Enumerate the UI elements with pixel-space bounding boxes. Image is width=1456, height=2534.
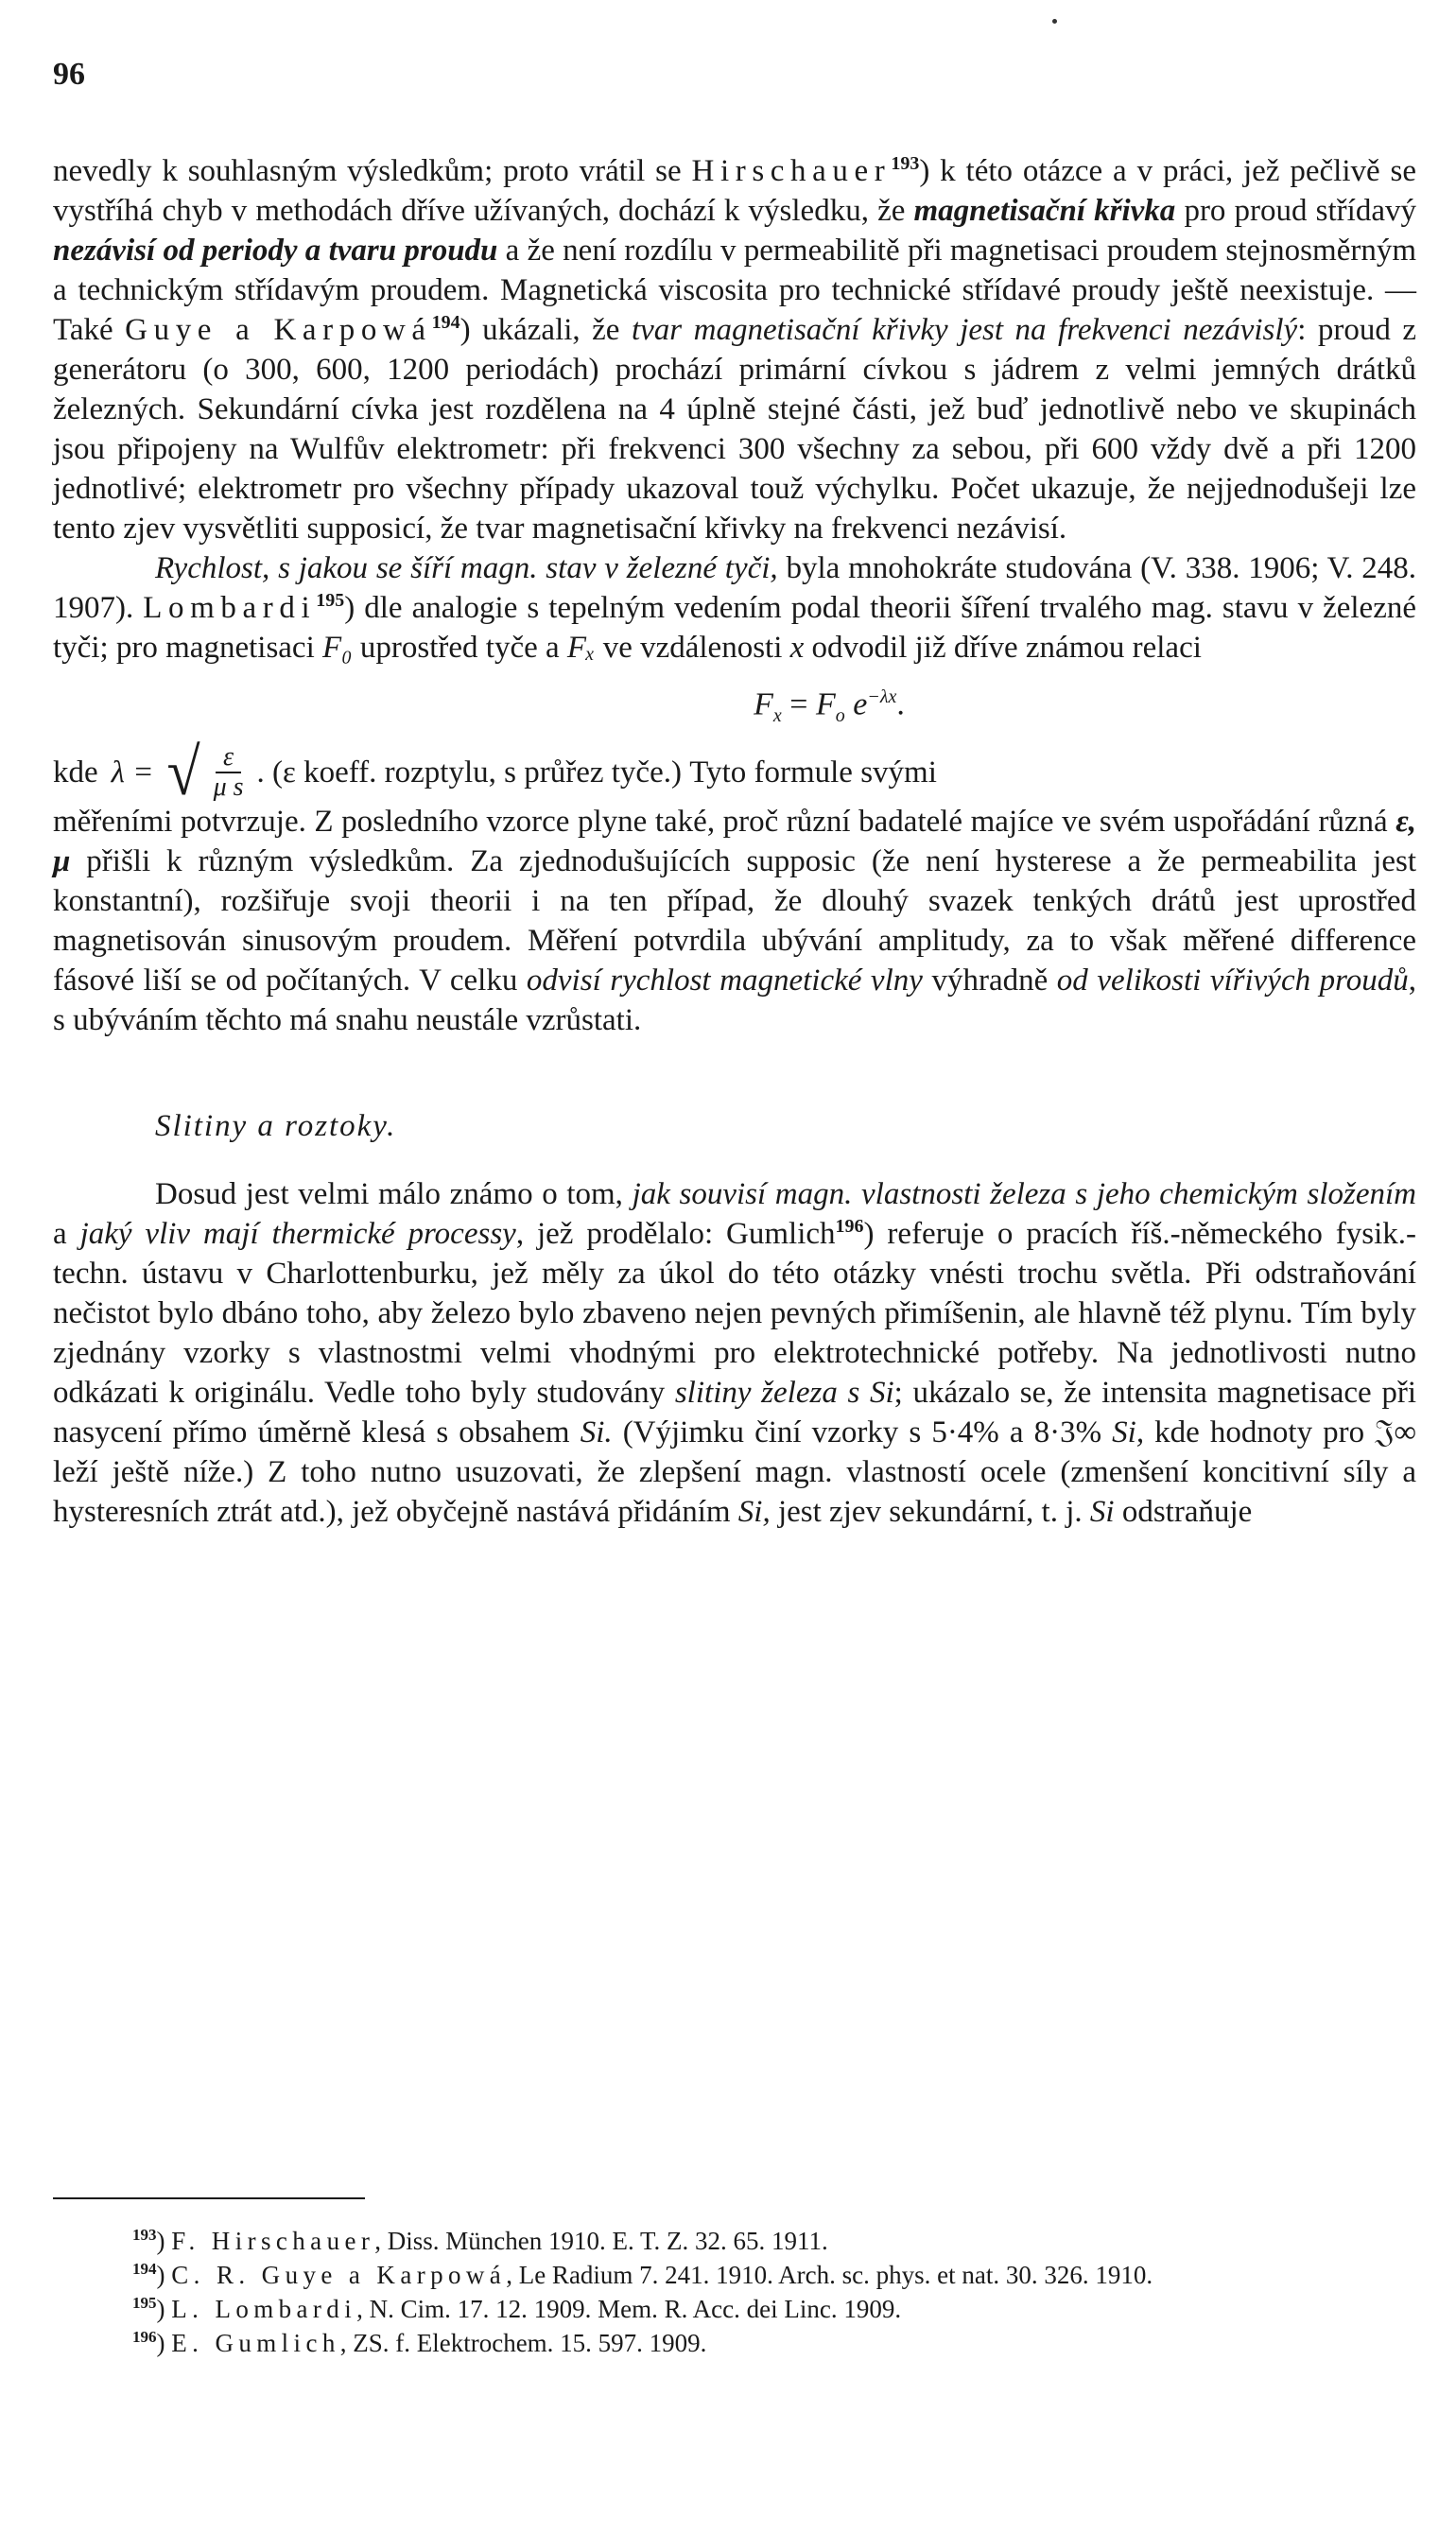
variable: λ = bbox=[111, 755, 154, 790]
text-run: ) dle analogie s tepelným vedením podal theorii šíření trvalého mag. stavu v železné tyči; pro magnetisaci bbox=[53, 591, 1416, 665]
footnote: $^{195}$) L. Lombardi, N. Cim. 17. 12. 1909. Mem. R. Acc. dei Linc. 1909. bbox=[132, 2294, 902, 2323]
paragraph-4 bbox=[53, 1174, 1416, 1532]
emphasis: slitiny železa s Si bbox=[674, 1376, 894, 1411]
footnote-mark: 193 bbox=[132, 2226, 157, 2244]
text-run: nevedly k souhlasným výsledkům; proto vrátil se bbox=[53, 154, 692, 188]
lambda-definition bbox=[53, 735, 1416, 809]
author-name: Guye a Karpowá bbox=[125, 313, 432, 347]
footnote-text: , ZS. f. Elektrochem. 15. 597. 1909. bbox=[339, 2329, 707, 2357]
text-run: pro proud střídavý bbox=[1175, 194, 1416, 228]
formula-rhs: F bbox=[815, 686, 836, 722]
text-run: byla mnohokráte studována (V. 338. 1906; V. 248. 1907). bbox=[53, 551, 1416, 625]
emphasis: Si, bbox=[737, 1495, 771, 1530]
footnote-ref: 196 bbox=[835, 1216, 864, 1238]
formula-subscript: x bbox=[772, 705, 782, 727]
formula-lhs: F bbox=[754, 686, 773, 722]
footnote-mark: 195 bbox=[132, 2294, 157, 2312]
text-run: kde bbox=[53, 755, 98, 790]
formula-equals: = bbox=[781, 686, 816, 722]
text-run: , s ubýváním těchto má snahu neustále vzrůstati. bbox=[53, 963, 1417, 1038]
footnote: $^{193}$) F. Hirschauer, Diss. München 1910. E. T. Z. 32. 65. 1911. bbox=[132, 2226, 828, 2255]
sqrt-sign-icon: √ bbox=[166, 735, 200, 809]
text-run: (Výjimku činí vzorky s 5·4% a 8·3% bbox=[612, 1415, 1113, 1450]
emphasis: jak souvisí magn. vlastnosti železa s jeho chemickým složením bbox=[632, 1177, 1416, 1212]
variable: F₀ bbox=[322, 631, 353, 665]
emphasis: jaký vliv mají thermické processy bbox=[79, 1217, 516, 1252]
footnote: $^{194}$) C. R. Guye a Karpowá, Le Radium 7. 241. 1910. Arch. sc. phys. et nat. 30. 326. 1910. bbox=[132, 2260, 1153, 2289]
text-run: , jež prodělalo: bbox=[515, 1217, 727, 1252]
body-text bbox=[53, 151, 1416, 1532]
footnotes bbox=[53, 2224, 1416, 2360]
emphasis: Si bbox=[1089, 1495, 1115, 1530]
text-run: jest zjev sekundární, t. j. bbox=[770, 1495, 1090, 1530]
print-speck bbox=[1052, 19, 1057, 24]
section-heading: Slitiny a roztoky. bbox=[155, 1109, 397, 1144]
text-run: výhradně bbox=[922, 963, 1057, 998]
footnote-ref: 195 bbox=[316, 590, 345, 611]
formula bbox=[53, 677, 1416, 736]
footnote: $^{196}$) E. Gumlich, ZS. f. Elektrochem. 15. 597. 1909. bbox=[132, 2328, 707, 2357]
emphasis: Rychlost, s jakou se šíří magn. stav v železné tyči, bbox=[155, 551, 778, 585]
emphasis: od velikosti vířivých proudů bbox=[1056, 963, 1409, 998]
footnote-author: E. Gumlich bbox=[171, 2329, 340, 2357]
text-run: odstraňuje bbox=[1114, 1495, 1253, 1530]
text-run: ) referuje o pracích říš.-německého fysik.-techn. ústavu v Charlottenburku, jež měly za úkol do této otázky vnésti trochu světla. Při odstraňování nečistot bylo dbáno toho, aby železo bylo zbaveno nejen pevných přimíšenin, ale hlavně též plynu. Tím byly zjednány vzorky s vlastnostmi velmi vhodnými pro elektrotechnické potřeby. Na jednotlivosti nutno odkázati k originálu. Vedle toho byly studovány bbox=[53, 1217, 1416, 1411]
text-run: měřeními potvrzuje. Z posledního vzorce plyne také, proč různí badatelé majíce ve svém uspořádání různá bbox=[53, 805, 1396, 840]
text-run: přišli k různým výsledkům. Za zjednodušujících supposic (že není hysterese a že permeabilita jest konstantní), rozšiřuje svoji theorii i na ten případ, že dlouhý svazek tenkých drátů jest uprostřed magnetisován sinusovým proudem. Měření potvrdila ubývání amplitudy, za to však měřené difference fásové liší se od počítaných. V celku bbox=[53, 844, 1416, 998]
text-run: . (ε koeff. rozptylu, s průřez tyče.) Tyto formule svými bbox=[256, 755, 937, 790]
footnote-mark: 194 bbox=[132, 2260, 157, 2278]
formula-subscript: o bbox=[835, 705, 845, 727]
emphasis: tvar magnetisační křivky jest na frekvenci nezávislý bbox=[631, 313, 1298, 347]
footnote-text: , Diss. München 1910. E. T. Z. 32. 65. 1911. bbox=[374, 2227, 828, 2255]
footnote-ref: 194 bbox=[431, 312, 460, 333]
fraction bbox=[214, 743, 244, 802]
paragraph-2 bbox=[53, 548, 1416, 668]
text-run: odvodil již dříve známou relaci bbox=[804, 631, 1202, 665]
text-run: Dosud jest velmi málo známo o tom, bbox=[155, 1177, 633, 1212]
emphasis: magnetisační křivka bbox=[913, 194, 1176, 228]
text-run: ve vzdálenosti bbox=[595, 631, 790, 665]
footnote-author: C. R. Guye a Karpowá bbox=[171, 2261, 507, 2289]
author-name: Lombardi bbox=[143, 591, 317, 625]
text-run: : proud z generátoru (o 300, 600, 1200 periodách) prochází primární cívkou s jádrem z velmi jemných drátků železných. Sekundární cívka jest rozdělena na 4 úplně stejné části, jež buď jednotlivě nebo ve skupinách jsou připojeny na Wulfův elektrometr: při frekvenci 300 všechny za sebou, při 600 vždy dvě a při 1200 jednotlivé; elektrometr pro všechny případy ukazoval touž výchylku. Počet ukazuje, že nejjednodušeji lze tento zjev vysvětliti supposicí, že tvar magnetisační křivky na frekvenci nezávisí. bbox=[53, 313, 1416, 546]
emphasis: odvisí rychlost magnetické vlny bbox=[526, 963, 923, 998]
footnote-author: L. Lombardi bbox=[171, 2295, 357, 2323]
author-name: Hirschauer bbox=[691, 154, 892, 188]
variable: Fₓ bbox=[566, 631, 596, 665]
footnote-author: F. Hirschauer bbox=[171, 2227, 375, 2255]
text-run: a že není rozdílu v permeabilitě při magnetisaci proudem stejnosměrným a technickým střídavým proudem. Magnetická viscosita pro technické střídavé proudy ještě neexistuje. — Také bbox=[53, 234, 1416, 347]
variable: x bbox=[789, 631, 805, 665]
fraction-denominator: μ s bbox=[213, 772, 244, 803]
page-number: 96 bbox=[53, 57, 85, 92]
paragraph-1 bbox=[53, 151, 1416, 548]
text-run: uprostřed tyče a bbox=[352, 631, 567, 665]
formula-base: e bbox=[844, 686, 868, 722]
footnote-mark: 196 bbox=[132, 2328, 157, 2346]
paragraph-3 bbox=[53, 802, 1416, 1040]
text-run: kde hodnoty pro 𝔍∞ leží ještě níže.) Z toho nutno usuzovati, že zlepšení magn. vlastností ocele (zmenšení koncitivní síly a hysteresních ztrát atd.), jež obyčejně nastává přidáním bbox=[53, 1415, 1416, 1530]
footnote-ref: 193 bbox=[891, 153, 920, 174]
footnote-rule bbox=[53, 2197, 365, 2199]
formula-end: . bbox=[896, 686, 905, 722]
emphasis: Si, bbox=[1112, 1415, 1145, 1450]
text-run: ) ukázali, že bbox=[459, 313, 632, 347]
footnote-text: , Le Radium 7. 241. 1910. Arch. sc. phys. et nat. 30. 326. 1910. bbox=[506, 2261, 1153, 2289]
emphasis: nezávisí od periody a tvaru proudu bbox=[53, 234, 498, 268]
symbols: ε, μ bbox=[53, 805, 1416, 879]
text-run: ; ukázalo se, že intensita magnetisace při nasycení přímo úměrně klesá s obsahem bbox=[53, 1376, 1416, 1450]
footnote-text: , N. Cim. 17. 12. 1909. Mem. R. Acc. dei Linc. 1909. bbox=[356, 2295, 902, 2323]
text-run: a bbox=[53, 1217, 80, 1252]
text-run: ) k této otázce a v práci, jež pečlivě se vystříhá chyb v methodách dříve užívaných, dochází k výsledku, že bbox=[53, 154, 1416, 228]
author-name: Gumlich bbox=[726, 1217, 836, 1252]
fraction-numerator: ε bbox=[216, 743, 241, 773]
emphasis: Si. bbox=[580, 1415, 613, 1450]
formula-exponent: −λx bbox=[867, 686, 897, 707]
